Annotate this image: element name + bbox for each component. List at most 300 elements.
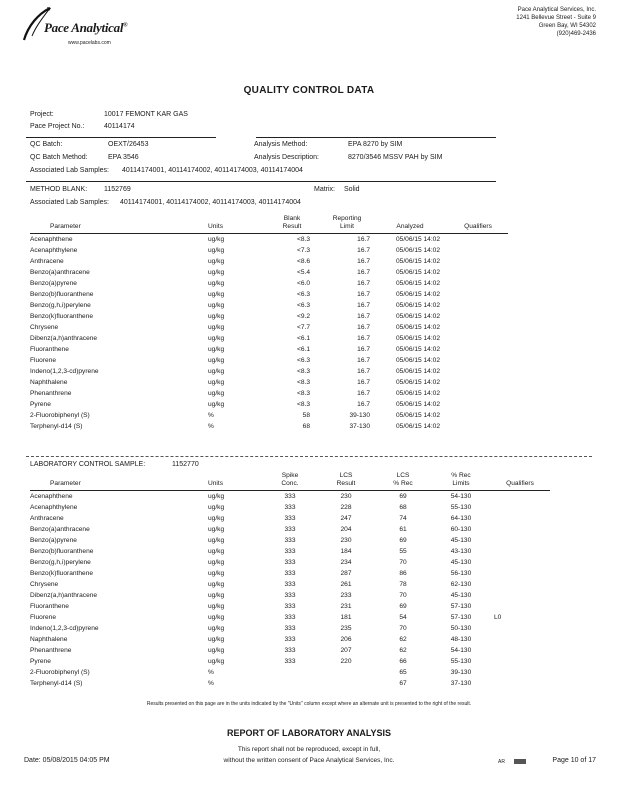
cell-qualifiers: [490, 579, 550, 590]
table-row: [30, 421, 508, 432]
cell-units: %: [208, 423, 214, 430]
table-row: [30, 333, 508, 344]
cell-qualifiers: [448, 300, 508, 311]
cell-parameter: 2-Fluorobiphenyl (S): [30, 412, 90, 419]
cell-analyzed: 05/06/15 14:02: [396, 313, 440, 320]
table-row: [30, 535, 550, 546]
footer-line-2: without the written consent of Pace Analytical Services, Inc.: [223, 757, 395, 764]
cell-units: ug/kg: [208, 335, 225, 342]
cell-lcs-result: 235: [340, 625, 352, 632]
method-blank-table: [30, 211, 508, 432]
cell-analyzed: 05/06/15 14:02: [396, 379, 440, 386]
divider: [26, 181, 496, 182]
cell-units: ug/kg: [208, 368, 225, 375]
footer-line-1: This report shall not be reproduced, except in full,: [237, 746, 381, 753]
cell-parameter: Terphenyl-d14 (S): [30, 423, 83, 430]
cell-blank-result: <6.3: [296, 357, 310, 364]
cell-lcs-result: 247: [340, 515, 352, 522]
cell-rec-limits: 45-130: [450, 592, 472, 599]
pace-project-value: 40114174: [104, 123, 135, 130]
pace-project-label: Pace Project No.:: [30, 123, 85, 130]
cell-units: ug/kg: [208, 379, 225, 386]
col-analyzed: Analyzed: [396, 223, 424, 230]
cell-reporting-limit: 16.7: [357, 302, 370, 309]
table-row: [30, 289, 508, 300]
cell-qualifiers: [490, 568, 550, 579]
cell-parameter: Acenaphthylene: [30, 247, 78, 254]
cell-spike-conc: 333: [284, 658, 296, 665]
cell-units: ug/kg: [208, 581, 225, 588]
cell-parameter: Dibenz(a,h)anthracene: [30, 335, 98, 342]
table-header-row: [30, 211, 508, 231]
cell-units: %: [208, 669, 214, 676]
mb-associated-samples-label: Associated Lab Samples:: [30, 199, 109, 206]
cell-parameter: Benzo(k)fluoranthene: [30, 570, 94, 577]
cell-spike-conc: 333: [284, 636, 296, 643]
cell-analyzed: 05/06/15 14:02: [396, 291, 440, 298]
cell-rec-limits: 56-130: [450, 570, 472, 577]
cell-qualifiers: [448, 311, 508, 322]
col-blank-result: Blank Result: [282, 215, 302, 230]
table-row: [30, 524, 550, 535]
cell-qualifiers: [448, 410, 508, 421]
cell-reporting-limit: 16.7: [357, 390, 370, 397]
table-row: [30, 366, 508, 377]
cell-reporting-limit: 16.7: [357, 269, 370, 276]
cell-lcs-result: 234: [340, 559, 352, 566]
cell-lcs-result: 230: [340, 537, 352, 544]
cell-blank-result: <6.3: [296, 302, 310, 309]
cell-lcs-result: 220: [340, 658, 352, 665]
col-lcs-rec: LCS % Rec: [393, 472, 413, 487]
cell-lcs-rec: 74: [399, 515, 407, 522]
cell-analyzed: 05/06/15 14:02: [396, 324, 440, 331]
cell-parameter: Benzo(a)anthracene: [30, 526, 90, 533]
cell-qualifiers: [490, 601, 550, 612]
cell-spike-conc: 333: [284, 603, 296, 610]
cell-parameter: Anthracene: [30, 515, 64, 522]
cell-parameter: Pyrene: [30, 658, 51, 665]
cell-blank-result: <7.7: [296, 324, 310, 331]
cell-lcs-result: 181: [340, 614, 352, 621]
table-row: [30, 568, 550, 579]
report-date: Date: 05/08/2015 04:05 PM: [24, 757, 110, 764]
table-row: [30, 256, 508, 267]
cell-spike-conc: 333: [284, 493, 296, 500]
cell-lcs-result: 261: [340, 581, 352, 588]
cell-reporting-limit: 16.7: [357, 291, 370, 298]
cell-lcs-rec: 69: [399, 537, 407, 544]
method-blank-id: 1152769: [104, 186, 131, 193]
cell-analyzed: 05/06/15 14:02: [396, 335, 440, 342]
cell-blank-result: <5.4: [296, 269, 310, 276]
cell-lcs-rec: 86: [399, 570, 407, 577]
cell-parameter: Fluorene: [30, 357, 57, 364]
table-row: [30, 278, 508, 289]
report-initials: AR: [498, 759, 505, 765]
cell-parameter: Benzo(b)fluoranthene: [30, 291, 94, 298]
cell-lcs-result: [318, 667, 374, 678]
cell-rec-limits: 50-130: [450, 625, 472, 632]
table-row: [30, 667, 550, 678]
company-city: Green Bay, WI 54302: [538, 23, 596, 29]
results-note: Results presented on this page are in the units indicated by the "Units" column except where an alternate unit is presented to the right of the result.: [146, 701, 472, 707]
cell-rec-limits: 39-130: [450, 669, 472, 676]
cell-rec-limits: 55-130: [450, 504, 472, 511]
cell-units: ug/kg: [208, 302, 225, 309]
pace-logo-text: Pace Analytical®: [44, 20, 128, 35]
table-row: [30, 634, 550, 645]
cell-units: ug/kg: [208, 236, 225, 243]
cell-analyzed: 05/06/15 14:02: [396, 401, 440, 408]
lcs-id: 1152770: [172, 461, 199, 468]
cell-spike-conc: [262, 678, 318, 689]
cell-parameter: Naphthalene: [30, 636, 68, 643]
associated-samples-label: Associated Lab Samples:: [30, 167, 109, 174]
cell-parameter: Phenanthrene: [30, 390, 72, 397]
analysis-description-value: 8270/3546 MSSV PAH by SIM: [348, 154, 443, 161]
cell-units: ug/kg: [208, 401, 225, 408]
company-phone: (920)469-2436: [556, 31, 596, 37]
cell-lcs-rec: 70: [399, 559, 407, 566]
table-row: [30, 623, 550, 634]
cell-units: ug/kg: [208, 247, 225, 254]
cell-reporting-limit: 16.7: [357, 236, 370, 243]
cell-lcs-rec: 68: [399, 504, 407, 511]
cell-units: ug/kg: [208, 603, 225, 610]
cell-reporting-limit: 16.7: [357, 258, 370, 265]
divider: [256, 137, 496, 138]
table-row: [30, 557, 550, 568]
cell-spike-conc: 333: [284, 515, 296, 522]
cell-analyzed: 05/06/15 14:02: [396, 423, 440, 430]
cell-qualifiers: [448, 355, 508, 366]
table-row: [30, 590, 550, 601]
cell-parameter: Benzo(b)fluoranthene: [30, 548, 94, 555]
cell-units: ug/kg: [208, 357, 225, 364]
cell-rec-limits: 45-130: [450, 537, 472, 544]
table-row: [30, 546, 550, 557]
table-row: [30, 491, 550, 503]
cell-lcs-rec: 70: [399, 625, 407, 632]
cell-blank-result: 58: [302, 412, 310, 419]
cell-spike-conc: 333: [284, 537, 296, 544]
cell-blank-result: <9.2: [296, 313, 310, 320]
col-parameter: Parameter: [50, 480, 81, 487]
cell-units: ug/kg: [208, 269, 225, 276]
table-row: [30, 502, 550, 513]
col-spike-conc: Spike Conc.: [281, 472, 299, 487]
page-title: QUALITY CONTROL DATA: [243, 85, 375, 96]
company-address: [516, 6, 596, 38]
table-row: [30, 311, 508, 322]
cell-units: ug/kg: [208, 592, 225, 599]
cell-analyzed: 05/06/15 14:02: [396, 280, 440, 287]
cell-parameter: Acenaphthene: [30, 493, 73, 500]
cell-lcs-rec: 55: [399, 548, 407, 555]
cell-qualifiers: [448, 333, 508, 344]
cell-rec-limits: 54-130: [450, 493, 472, 500]
cell-units: ug/kg: [208, 390, 225, 397]
table-header-row: [30, 468, 550, 488]
cell-parameter: Terphenyl-d14 (S): [30, 680, 83, 687]
cell-blank-result: <8.3: [296, 236, 310, 243]
cell-parameter: Benzo(a)pyrene: [30, 280, 77, 287]
barcode-mark: [514, 759, 526, 764]
table-row: [30, 579, 550, 590]
cell-parameter: Phenanthrene: [30, 647, 72, 654]
qc-method-label: QC Batch Method:: [30, 154, 88, 161]
cell-qualifiers: [448, 344, 508, 355]
cell-lcs-result: 206: [340, 636, 352, 643]
cell-units: ug/kg: [208, 493, 225, 500]
cell-units: %: [208, 680, 214, 687]
col-reporting-limit: Reporting Limit: [332, 215, 362, 230]
cell-parameter: Naphthalene: [30, 379, 68, 386]
cell-qualifiers: [448, 245, 508, 256]
table-row: [30, 300, 508, 311]
table-row: [30, 377, 508, 388]
cell-qualifiers: [490, 678, 550, 689]
cell-lcs-rec: 54: [399, 614, 407, 621]
cell-units: ug/kg: [208, 658, 225, 665]
cell-analyzed: 05/06/15 14:02: [396, 247, 440, 254]
table-row: [30, 355, 508, 366]
cell-units: ug/kg: [208, 537, 225, 544]
table-row: [30, 344, 508, 355]
cell-rec-limits: 48-130: [450, 636, 472, 643]
cell-reporting-limit: 16.7: [357, 401, 370, 408]
cell-lcs-rec: 62: [399, 636, 407, 643]
cell-analyzed: 05/06/15 14:02: [396, 357, 440, 364]
cell-rec-limits: 60-130: [450, 526, 472, 533]
cell-lcs-rec: 78: [399, 581, 407, 588]
cell-blank-result: <8.3: [296, 368, 310, 375]
cell-units: ug/kg: [208, 526, 225, 533]
section-divider: [26, 456, 592, 457]
col-lcs-result: LCS Result: [336, 472, 356, 487]
cell-units: ug/kg: [208, 614, 225, 621]
cell-qualifiers: L0: [494, 614, 502, 621]
cell-rec-limits: 57-130: [450, 614, 472, 621]
cell-lcs-result: 287: [340, 570, 352, 577]
cell-blank-result: <8.3: [296, 401, 310, 408]
cell-analyzed: 05/06/15 14:02: [396, 269, 440, 276]
cell-rec-limits: 45-130: [450, 559, 472, 566]
cell-blank-result: <7.3: [296, 247, 310, 254]
cell-qualifiers: [490, 634, 550, 645]
table-row: [30, 513, 550, 524]
cell-analyzed: 05/06/15 14:02: [396, 412, 440, 419]
cell-qualifiers: [448, 366, 508, 377]
cell-spike-conc: [262, 667, 318, 678]
table-row: [30, 410, 508, 421]
lcs-label: LABORATORY CONTROL SAMPLE:: [30, 461, 146, 468]
cell-qualifiers: [448, 267, 508, 278]
cell-qualifiers: [490, 502, 550, 513]
cell-lcs-rec: 66: [399, 658, 407, 665]
page-number: Page 10 of 17: [552, 757, 596, 764]
cell-parameter: Fluoranthene: [30, 603, 69, 610]
cell-units: ug/kg: [208, 559, 225, 566]
cell-reporting-limit: 16.7: [357, 335, 370, 342]
cell-qualifiers: [448, 421, 508, 432]
cell-blank-result: <6.0: [296, 280, 310, 287]
cell-rec-limits: 54-130: [450, 647, 472, 654]
col-parameter: Parameter: [50, 223, 81, 230]
cell-blank-result: <8.6: [296, 258, 310, 265]
cell-units: ug/kg: [208, 515, 225, 522]
cell-parameter: Indeno(1,2,3-cd)pyrene: [30, 625, 99, 632]
cell-parameter: Benzo(a)pyrene: [30, 537, 77, 544]
cell-parameter: Chrysene: [30, 324, 59, 331]
cell-parameter: Indeno(1,2,3-cd)pyrene: [30, 368, 99, 375]
cell-lcs-result: 231: [340, 603, 352, 610]
cell-parameter: Benzo(g,h,i)perylene: [30, 302, 91, 309]
col-units: Units: [208, 223, 224, 230]
cell-qualifiers: [448, 278, 508, 289]
cell-qualifiers: [448, 234, 508, 246]
cell-rec-limits: 64-130: [450, 515, 472, 522]
cell-qualifiers: [448, 399, 508, 410]
cell-lcs-rec: 65: [399, 669, 407, 676]
cell-units: ug/kg: [208, 548, 225, 555]
cell-parameter: Pyrene: [30, 401, 51, 408]
cell-analyzed: 05/06/15 14:02: [396, 346, 440, 353]
cell-spike-conc: 333: [284, 592, 296, 599]
cell-rec-limits: 43-130: [450, 548, 472, 555]
col-qualifiers: Qualifiers: [464, 223, 492, 230]
cell-lcs-rec: 70: [399, 592, 407, 599]
qc-batch-label: QC Batch:: [30, 141, 63, 148]
cell-qualifiers: [490, 623, 550, 634]
cell-blank-result: <8.3: [296, 379, 310, 386]
analysis-description-label: Analysis Description:: [254, 154, 319, 161]
cell-analyzed: 05/06/15 14:02: [396, 302, 440, 309]
cell-lcs-result: 207: [340, 647, 352, 654]
table-row: [30, 267, 508, 278]
cell-qualifiers: [448, 388, 508, 399]
cell-lcs-result: 228: [340, 504, 352, 511]
cell-lcs-result: 233: [340, 592, 352, 599]
analysis-method-label: Analysis Method:: [254, 141, 308, 148]
cell-units: ug/kg: [208, 647, 225, 654]
cell-units: ug/kg: [208, 313, 225, 320]
method-blank-label: METHOD BLANK:: [30, 186, 88, 193]
cell-units: %: [208, 412, 214, 419]
company-street: 1241 Bellevue Street - Suite 9: [516, 15, 596, 21]
cell-qualifiers: [490, 656, 550, 667]
cell-units: ug/kg: [208, 324, 225, 331]
table-row: [30, 399, 508, 410]
cell-analyzed: 05/06/15 14:02: [396, 258, 440, 265]
cell-blank-result: 68: [302, 423, 310, 430]
cell-units: ug/kg: [208, 636, 225, 643]
col-units: Units: [208, 480, 224, 487]
cell-reporting-limit: 16.7: [357, 280, 370, 287]
cell-lcs-rec: 67: [399, 680, 407, 687]
cell-spike-conc: 333: [284, 614, 296, 621]
cell-parameter: Dibenz(a,h)anthracene: [30, 592, 98, 599]
cell-qualifiers: [490, 524, 550, 535]
cell-reporting-limit: 16.7: [357, 247, 370, 254]
cell-parameter: Benzo(k)fluoranthene: [30, 313, 94, 320]
analysis-method-value: EPA 8270 by SIM: [348, 141, 403, 148]
cell-lcs-result: 184: [340, 548, 352, 555]
table-row: [30, 656, 550, 667]
table-row: [30, 601, 550, 612]
cell-spike-conc: 333: [284, 647, 296, 654]
report-title: REPORT OF LABORATORY ANALYSIS: [226, 728, 392, 738]
cell-units: ug/kg: [208, 280, 225, 287]
cell-spike-conc: 333: [284, 581, 296, 588]
cell-reporting-limit: 39-130: [349, 412, 370, 419]
cell-spike-conc: 333: [284, 526, 296, 533]
cell-spike-conc: 333: [284, 625, 296, 632]
cell-spike-conc: 333: [284, 504, 296, 511]
associated-samples-value: 40114174001, 40114174002, 40114174003, 40114174004: [122, 167, 303, 174]
cell-reporting-limit: 37-130: [349, 423, 370, 430]
table-row: [30, 322, 508, 333]
project-label: Project:: [30, 111, 54, 118]
cell-qualifiers: [490, 513, 550, 524]
cell-qualifiers: [448, 322, 508, 333]
cell-parameter: Acenaphthylene: [30, 504, 78, 511]
matrix-value: Solid: [344, 186, 360, 193]
cell-analyzed: 05/06/15 14:02: [396, 390, 440, 397]
mb-associated-samples-value: 40114174001, 40114174002, 40114174003, 40114174004: [120, 199, 301, 206]
cell-reporting-limit: 16.7: [357, 379, 370, 386]
col-qualifiers: Qualifiers: [506, 480, 534, 487]
col-rec-limits: % Rec Limits: [451, 472, 471, 487]
cell-blank-result: <6.1: [296, 346, 310, 353]
cell-rec-limits: 55-130: [450, 658, 472, 665]
cell-qualifiers: [490, 491, 550, 503]
cell-units: ug/kg: [208, 570, 225, 577]
cell-reporting-limit: 16.7: [357, 324, 370, 331]
cell-rec-limits: 37-130: [450, 680, 472, 687]
cell-units: ug/kg: [208, 291, 225, 298]
cell-lcs-result: 230: [340, 493, 352, 500]
cell-lcs-rec: 69: [399, 493, 407, 500]
cell-qualifiers: [490, 546, 550, 557]
cell-parameter: Benzo(a)anthracene: [30, 269, 90, 276]
cell-lcs-rec: 69: [399, 603, 407, 610]
cell-parameter: Acenaphthene: [30, 236, 73, 243]
cell-parameter: Fluorene: [30, 614, 57, 621]
cell-parameter: 2-Fluorobiphenyl (S): [30, 669, 90, 676]
cell-units: ug/kg: [208, 504, 225, 511]
cell-blank-result: <8.3: [296, 390, 310, 397]
cell-qualifiers: [490, 590, 550, 601]
cell-qualifiers: [448, 256, 508, 267]
cell-lcs-result: 204: [340, 526, 352, 533]
cell-reporting-limit: 16.7: [357, 346, 370, 353]
table-row: [30, 388, 508, 399]
cell-blank-result: <6.1: [296, 335, 310, 342]
project-value: 10017 FEMONT KAR GAS: [104, 111, 188, 118]
cell-analyzed: 05/06/15 14:02: [396, 236, 440, 243]
cell-qualifiers: [490, 535, 550, 546]
cell-parameter: Fluoranthene: [30, 346, 69, 353]
matrix-label: Matrix:: [314, 186, 335, 193]
qc-batch-value: OEXT/26453: [108, 141, 149, 148]
cell-reporting-limit: 16.7: [357, 313, 370, 320]
lcs-table: [30, 468, 550, 689]
cell-reporting-limit: 16.7: [357, 357, 370, 364]
cell-qualifiers: [490, 645, 550, 656]
table-row: [30, 645, 550, 656]
